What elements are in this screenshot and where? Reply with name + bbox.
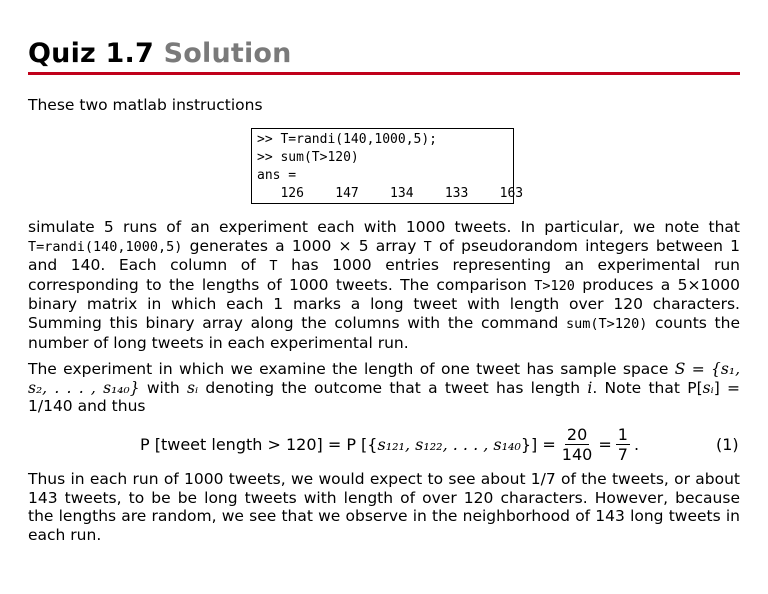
equation: P [tweet length > 120] = P [{ s₁₂₁, s₁₂₂, . . . , s₁₄₀ }] = $\frac{20}{140}$ = $\frac{1}{7}$ . [140, 424, 640, 464]
inline-code: T [269, 258, 278, 275]
equation-mid: }] = [520, 434, 556, 454]
inline-code: T [423, 238, 432, 255]
code-line: >> sum(T>120) [257, 150, 359, 165]
equation-set: s₁₂₁, s₁₂₂, . . . , s₁₄₀ [377, 434, 521, 454]
title-rule [28, 72, 740, 75]
title-main: Quiz 1.7 [28, 38, 154, 69]
math: sᵢ [187, 378, 199, 397]
fraction-1-7: $\frac{1}{7}$ [617, 424, 628, 464]
explanation-paragraph: simulate 5 runs of an experiment each with 1000 tweets. In particular, we note that T=randi(140,1000,5) generates a 1000 × 5 array T of pseudorandom integers between 1 and 140. Each column of T has 1000 entries representing an experimental run corresponding to the lengths of 1000 tweets. The comparison T>120 produces a 5×1000 binary matrix in which each 1 marks a long tweet with length over 120 characters. Summing this binary array along the columns with the command sum(T>120) counts the number of long tweets in each experimental run. [28, 218, 740, 352]
equation-number: (1) [716, 435, 739, 454]
math: {s₁, s₂, . . . , s₁₄₀} [28, 360, 741, 397]
inline-code: T>120 [534, 277, 575, 294]
conclusion-paragraph: Thus in each run of 1000 tweets, we would expect to see about 1/7 of the tweets, or about 143 tweets, to be be long tweets with length of over 120 characters. However, because the lengths are random, we see that we observe in the neighborhood of 143 long tweets in each run. [28, 470, 740, 544]
inline-code: sum(T>120) [566, 315, 648, 332]
equation-lhs: P [tweet length > 120] = P [{ [140, 434, 378, 454]
math: sᵢ [702, 378, 714, 397]
math: i [587, 378, 593, 397]
code-line: >> T=randi(140,1000,5); [257, 132, 438, 147]
intro-text: These two matlab instructions [28, 96, 263, 114]
title-sub: Solution [163, 38, 292, 69]
code-line: 126 147 134 133 163 [257, 186, 524, 201]
code-box [251, 128, 524, 204]
slide-title [28, 38, 292, 69]
math: S [674, 360, 686, 378]
sample-space-paragraph: The experiment in which we examine the length of one tweet has sample space S = {s₁, s₂, . . . , s₁₄₀} with sᵢ denoting the outcome that a tweet has length i. Note that P[sᵢ] = 1/140 and thus [28, 360, 741, 416]
fraction-20-140: $\frac{20}{140}$ [561, 424, 593, 464]
code-line: ans = [257, 168, 297, 183]
inline-code: T=randi(140,1000,5) [28, 238, 183, 255]
